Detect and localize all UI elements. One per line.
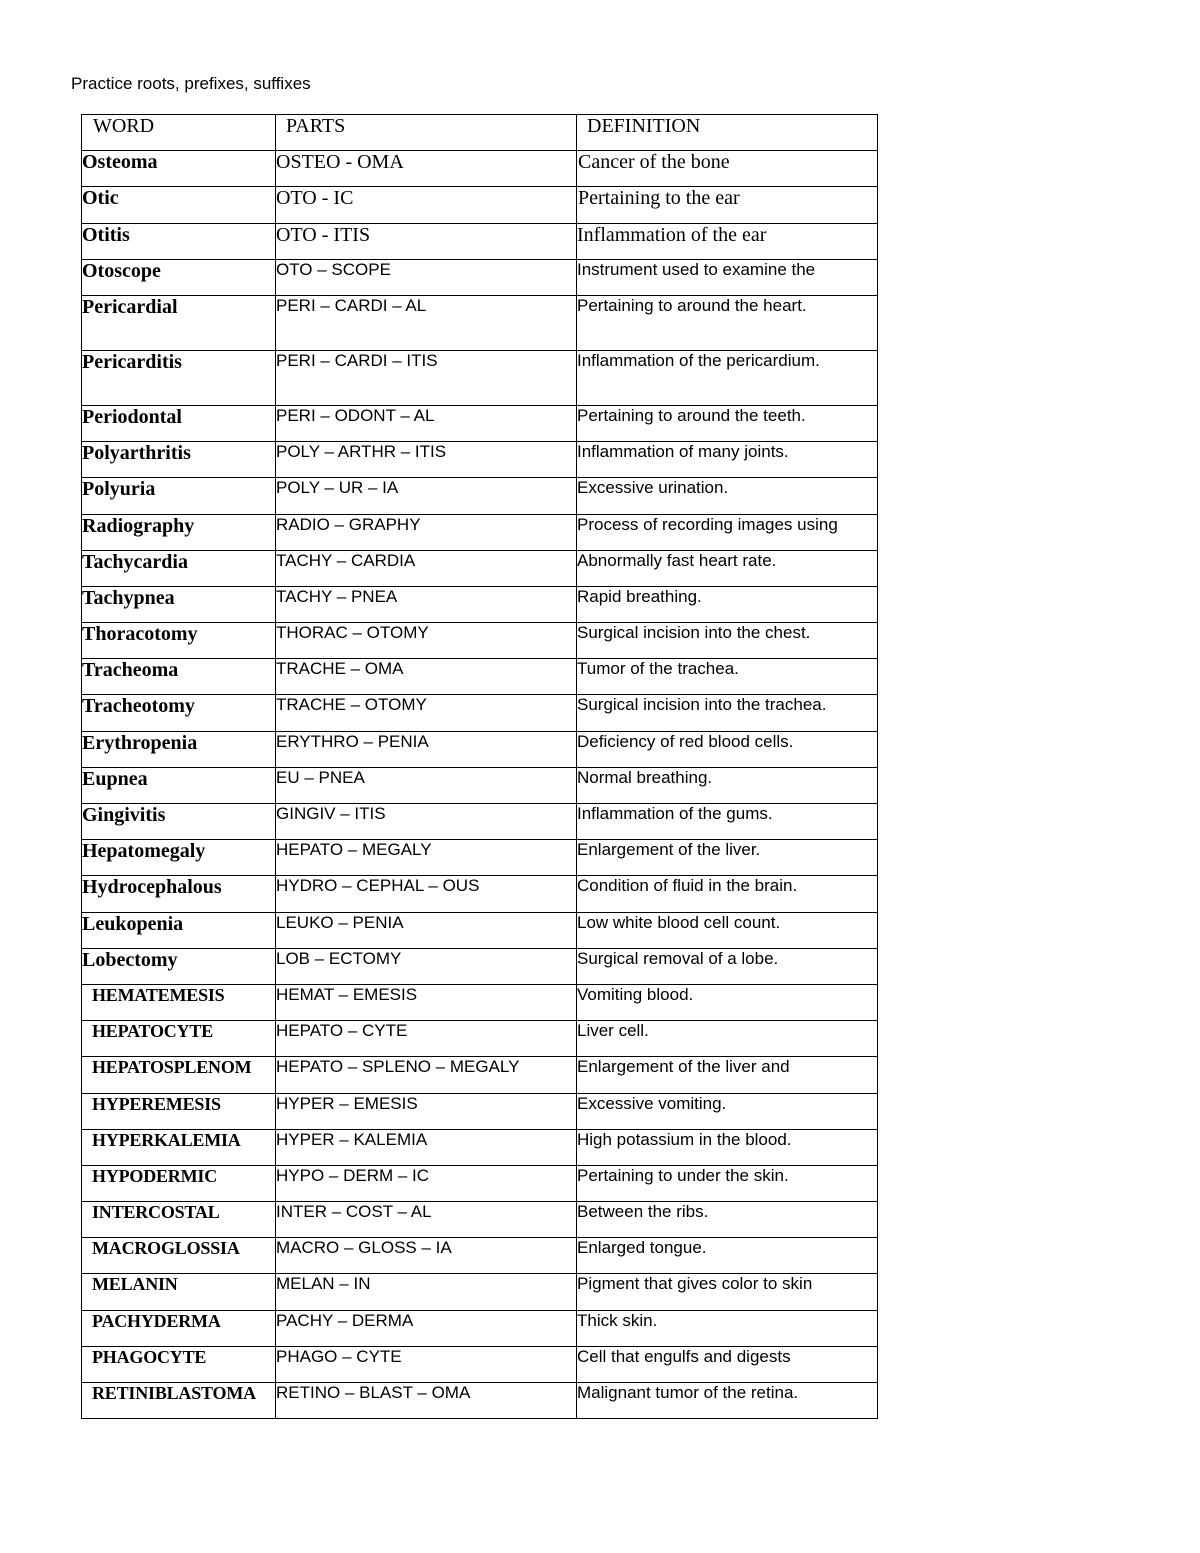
table-row (82, 876, 878, 912)
definition-cell: Low white blood cell count. (577, 912, 878, 948)
definition-cell: Condition of fluid in the brain. (577, 876, 878, 912)
table-row (82, 623, 878, 659)
parts-cell: PERI – CARDI – AL (276, 295, 577, 350)
parts-cell: HYPO – DERM – IC (276, 1165, 577, 1201)
parts-cell: HEPATO – MEGALY (276, 840, 577, 876)
definition-cell: Inflammation of many joints. (577, 442, 878, 478)
definition-cell: Pertaining to under the skin. (577, 1165, 878, 1201)
definition-cell: Process of recording images using (577, 514, 878, 550)
table-row (82, 731, 878, 767)
definition-cell: Pertaining to around the heart. (577, 295, 878, 350)
parts-cell: OSTEO - OMA (276, 151, 577, 187)
table-row (82, 948, 878, 984)
word-cell: HYPODERMIC (82, 1165, 276, 1201)
header-word: WORD (82, 115, 276, 151)
definition-cell: Surgical removal of a lobe. (577, 948, 878, 984)
word-cell: Otitis (82, 223, 276, 259)
table-row (82, 695, 878, 731)
word-cell: Tracheoma (82, 659, 276, 695)
parts-cell: HYDRO – CEPHAL – OUS (276, 876, 577, 912)
parts-cell: LEUKO – PENIA (276, 912, 577, 948)
table-row (82, 1129, 878, 1165)
word-cell: RETINIBLASTOMA (82, 1383, 276, 1419)
table-header-row (82, 115, 878, 151)
definition-cell: High potassium in the blood. (577, 1129, 878, 1165)
word-cell: HEPATOSPLENOM (82, 1057, 276, 1093)
word-cell: Periodontal (82, 405, 276, 441)
vocabulary-table (81, 114, 878, 1419)
definition-cell: Excessive urination. (577, 478, 878, 514)
definition-cell: Inflammation of the pericardium. (577, 350, 878, 405)
table-row (82, 984, 878, 1020)
definition-cell: Cell that engulfs and digests (577, 1346, 878, 1382)
parts-cell: LOB – ECTOMY (276, 948, 577, 984)
word-cell: Pericardial (82, 295, 276, 350)
parts-cell: TRACHE – OTOMY (276, 695, 577, 731)
word-cell: Polyarthritis (82, 442, 276, 478)
word-cell: Lobectomy (82, 948, 276, 984)
parts-cell: HEPATO – SPLENO – MEGALY (276, 1057, 577, 1093)
table-row (82, 295, 878, 350)
parts-cell: OTO – SCOPE (276, 259, 577, 295)
parts-cell: OTO - ITIS (276, 223, 577, 259)
definition-cell: Deficiency of red blood cells. (577, 731, 878, 767)
parts-cell: OTO - IC (276, 187, 577, 223)
table-row (82, 1202, 878, 1238)
definition-cell: Rapid breathing. (577, 586, 878, 622)
word-cell: Hepatomegaly (82, 840, 276, 876)
parts-cell: HYPER – EMESIS (276, 1093, 577, 1129)
parts-cell: PERI – ODONT – AL (276, 405, 577, 441)
table-row (82, 405, 878, 441)
word-cell: Polyuria (82, 478, 276, 514)
parts-cell: POLY – UR – IA (276, 478, 577, 514)
table-row (82, 1383, 878, 1419)
header-definition: DEFINITION (577, 115, 878, 151)
parts-cell: TRACHE – OMA (276, 659, 577, 695)
word-cell: INTERCOSTAL (82, 1202, 276, 1238)
definition-cell: Enlarged tongue. (577, 1238, 878, 1274)
definition-cell: Vomiting blood. (577, 984, 878, 1020)
word-cell: Tachycardia (82, 550, 276, 586)
word-cell: Gingivitis (82, 804, 276, 840)
header-parts: PARTS (276, 115, 577, 151)
definition-cell: Pertaining to the ear (577, 187, 878, 223)
definition-cell: Pertaining to around the teeth. (577, 405, 878, 441)
table-row (82, 1238, 878, 1274)
table-row (82, 223, 878, 259)
parts-cell: TACHY – PNEA (276, 586, 577, 622)
word-cell: MELANIN (82, 1274, 276, 1310)
word-cell: Otoscope (82, 259, 276, 295)
parts-cell: TACHY – CARDIA (276, 550, 577, 586)
definition-cell: Enlargement of the liver. (577, 840, 878, 876)
parts-cell: INTER – COST – AL (276, 1202, 577, 1238)
definition-cell: Instrument used to examine the (577, 259, 878, 295)
definition-cell: Malignant tumor of the retina. (577, 1383, 878, 1419)
definition-cell: Excessive vomiting. (577, 1093, 878, 1129)
table-row (82, 804, 878, 840)
word-cell: Erythropenia (82, 731, 276, 767)
word-cell: Tachypnea (82, 586, 276, 622)
word-cell: HEPATOCYTE (82, 1021, 276, 1057)
parts-cell: GINGIV – ITIS (276, 804, 577, 840)
table-row (82, 1346, 878, 1382)
definition-cell: Thick skin. (577, 1310, 878, 1346)
definition-cell: Enlargement of the liver and (577, 1057, 878, 1093)
definition-cell: Inflammation of the gums. (577, 804, 878, 840)
table-row (82, 1093, 878, 1129)
table-row (82, 1310, 878, 1346)
table-row (82, 1057, 878, 1093)
parts-cell: PACHY – DERMA (276, 1310, 577, 1346)
word-cell: Leukopenia (82, 912, 276, 948)
table-row (82, 1165, 878, 1201)
definition-cell: Pigment that gives color to skin (577, 1274, 878, 1310)
parts-cell: RETINO – BLAST – OMA (276, 1383, 577, 1419)
definition-cell: Liver cell. (577, 1021, 878, 1057)
table-row (82, 1274, 878, 1310)
table-row (82, 478, 878, 514)
table-row (82, 586, 878, 622)
definition-cell: Tumor of the trachea. (577, 659, 878, 695)
table-row (82, 912, 878, 948)
table-row (82, 1021, 878, 1057)
table-row (82, 840, 878, 876)
definition-cell: Between the ribs. (577, 1202, 878, 1238)
page-title: Practice roots, prefixes, suffixes (71, 74, 311, 93)
table-row (82, 442, 878, 478)
word-cell: PACHYDERMA (82, 1310, 276, 1346)
word-cell: Pericarditis (82, 350, 276, 405)
word-cell: Thoracotomy (82, 623, 276, 659)
parts-cell: MELAN – IN (276, 1274, 577, 1310)
definition-cell: Inflammation of the ear (577, 223, 878, 259)
table-row (82, 514, 878, 550)
parts-cell: ERYTHRO – PENIA (276, 731, 577, 767)
definition-cell: Cancer of the bone (577, 151, 878, 187)
parts-cell: PERI – CARDI – ITIS (276, 350, 577, 405)
parts-cell: HYPER – KALEMIA (276, 1129, 577, 1165)
word-cell: Eupnea (82, 767, 276, 803)
parts-cell: POLY – ARTHR – ITIS (276, 442, 577, 478)
word-cell: Osteoma (82, 151, 276, 187)
parts-cell: PHAGO – CYTE (276, 1346, 577, 1382)
parts-cell: RADIO – GRAPHY (276, 514, 577, 550)
table-row (82, 187, 878, 223)
definition-cell: Surgical incision into the trachea. (577, 695, 878, 731)
table-row (82, 550, 878, 586)
word-cell: MACROGLOSSIA (82, 1238, 276, 1274)
table-row (82, 350, 878, 405)
table-row (82, 151, 878, 187)
word-cell: Radiography (82, 514, 276, 550)
parts-cell: MACRO – GLOSS – IA (276, 1238, 577, 1274)
definition-cell: Abnormally fast heart rate. (577, 550, 878, 586)
word-cell: HYPEREMESIS (82, 1093, 276, 1129)
word-cell: PHAGOCYTE (82, 1346, 276, 1382)
table-row (82, 259, 878, 295)
parts-cell: HEMAT – EMESIS (276, 984, 577, 1020)
word-cell: HYPERKALEMIA (82, 1129, 276, 1165)
definition-cell: Surgical incision into the chest. (577, 623, 878, 659)
word-cell: Tracheotomy (82, 695, 276, 731)
word-cell: HEMATEMESIS (82, 984, 276, 1020)
word-cell: Hydrocephalous (82, 876, 276, 912)
parts-cell: THORAC – OTOMY (276, 623, 577, 659)
word-cell: Otic (82, 187, 276, 223)
parts-cell: EU – PNEA (276, 767, 577, 803)
table-row (82, 767, 878, 803)
definition-cell: Normal breathing. (577, 767, 878, 803)
table-row (82, 659, 878, 695)
parts-cell: HEPATO – CYTE (276, 1021, 577, 1057)
